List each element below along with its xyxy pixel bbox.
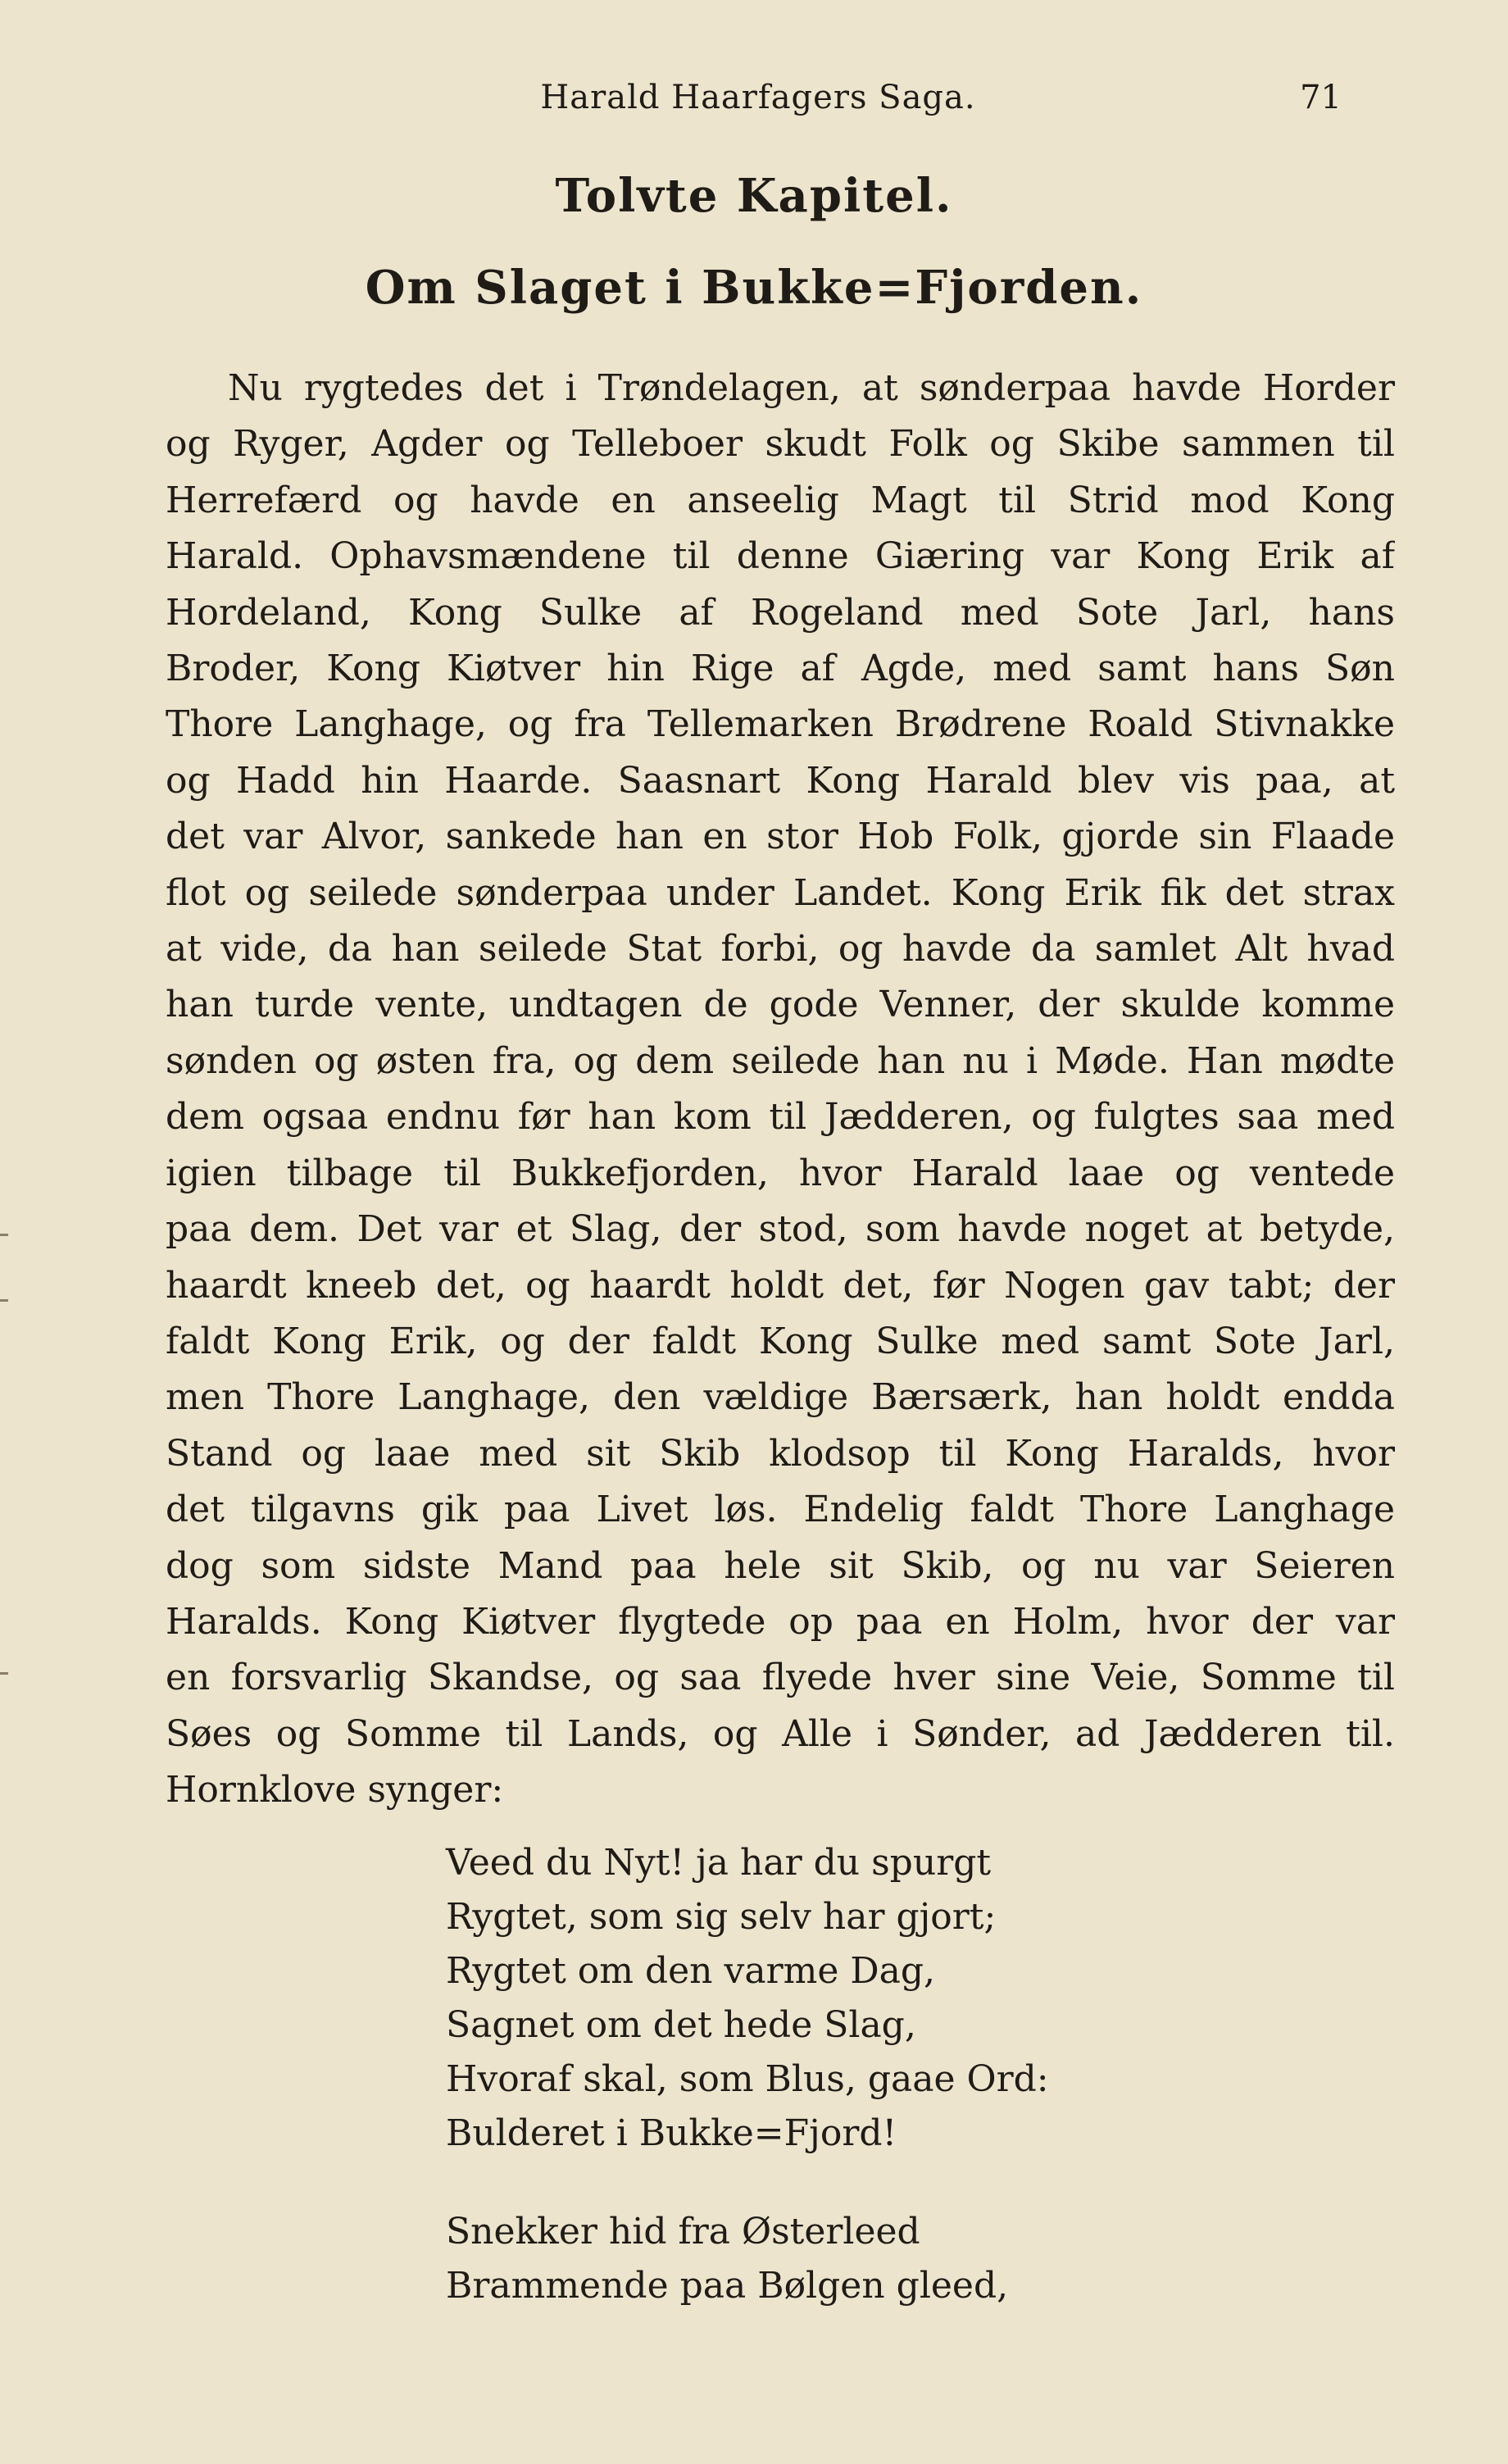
text-line: haardt kneeb det, og haardt holdt det, før Nogen gav tabt; der	[166, 1264, 1395, 1307]
text-line: igien tilbage til Bukkefjorden, hvor Harald laae og ventede	[166, 1152, 1395, 1194]
text-line: faldt Kong Erik, og der faldt Kong Sulke med samt Sote Jarl,	[166, 1320, 1395, 1362]
text-line: dog som sidste Mand paa hele sit Skib, og nu var Seieren	[166, 1544, 1395, 1587]
running-title: Harald Haarfagers Saga.	[540, 79, 976, 116]
page-number: 71	[1300, 79, 1342, 116]
text-line: paa dem. Det var et Slag, der stod, som havde noget at betyde,	[166, 1208, 1395, 1251]
verse-stanza	[446, 1836, 1265, 2161]
text-line: Thore Langhage, og fra Tellemarken Brødrene Roald Stivnakke	[166, 703, 1395, 746]
text-line: flot og seilede sønderpaa under Landet. Kong Erik fik det strax	[166, 871, 1395, 914]
verse-line: Rygtet, som sig selv har gjort;	[446, 1896, 997, 1938]
text-line: Herrefærd og havde en anseelig Magt til Strid mod Kong	[166, 479, 1395, 521]
text-line: og Ryger, Agder og Telleboer skudt Folk og Skibe sammen til	[166, 423, 1395, 466]
verse-line: Sagnet om det hede Slag,	[446, 2004, 916, 2046]
text-line: Stand og laae med sit Skib klodsop til Kong Haralds, hvor	[166, 1432, 1395, 1475]
text-line: Harald. Ophavsmændene til denne Giæring var Kong Erik af	[166, 535, 1395, 578]
text-line: at vide, da han seilede Stat forbi, og havde da samlet Alt hvad	[166, 928, 1395, 971]
text-line: Haralds. Kong Kiøtver flygtede op paa en Holm, hvor der var	[166, 1600, 1395, 1643]
chapter-subtitle: Om Slaget i Bukke=Fjorden.	[365, 261, 1143, 315]
verse-line: Veed du Nyt! ja har du spurgt	[446, 1842, 992, 1884]
text-line: dem ogsaa endnu før han kom til Jædderen, og fulgtes saa med	[166, 1096, 1395, 1139]
text-line: en forsvarlig Skandse, og saa flyede hver sine Veie, Somme til	[166, 1657, 1395, 1699]
text-line: Hornklove synger:	[166, 1769, 504, 1812]
text-line: men Thore Langhage, den vældige Bærsærk, han holdt endda	[166, 1376, 1395, 1419]
text-line: det tilgavns gik paa Livet løs. Endelig faldt Thore Langhage	[166, 1489, 1395, 1531]
verse-line: Bulderet i Bukke=Fjord!	[446, 2112, 897, 2154]
text-line: Nu rygtedes det i Trøndelagen, at sønderpaa havde Horder	[228, 367, 1395, 409]
margin-mark	[0, 1299, 8, 1302]
verse-line: Hvoraf skal, som Blus, gaae Ord:	[446, 2058, 1049, 2100]
text-line: Broder, Kong Kiøtver hin Rige af Agde, med samt hans Søn	[166, 648, 1395, 690]
text-line: og Hadd hin Haarde. Saasnart Kong Harald blev vis paa, at	[166, 759, 1395, 802]
margin-mark	[0, 1234, 8, 1236]
margin-mark	[0, 1672, 8, 1675]
page-header	[0, 79, 1508, 120]
verse-line: Rygtet om den varme Dag,	[446, 1950, 936, 1992]
text-line: sønden og østen fra, og dem seilede han nu i Møde. Han mødte	[166, 1039, 1395, 1082]
text-line: det var Alvor, sankede han en stor Hob Folk, gjorde sin Flaade	[166, 816, 1395, 858]
chapter-title: Tolvte Kapitel.	[555, 169, 953, 223]
verse-line: Brammende paa Bølgen gleed,	[446, 2265, 1009, 2307]
verse-stanza	[446, 2205, 1265, 2313]
text-line: Hordeland, Kong Sulke af Rogeland med Sote Jarl, hans	[166, 591, 1395, 634]
text-line: han turde vente, undtagen de gode Venner, der skulde komme	[166, 984, 1395, 1026]
text-line: Søes og Somme til Lands, og Alle i Sønder, ad Jædderen til.	[166, 1712, 1395, 1755]
body-paragraph	[166, 361, 1395, 1819]
verse-line: Snekker hid fra Østerleed	[446, 2211, 920, 2253]
